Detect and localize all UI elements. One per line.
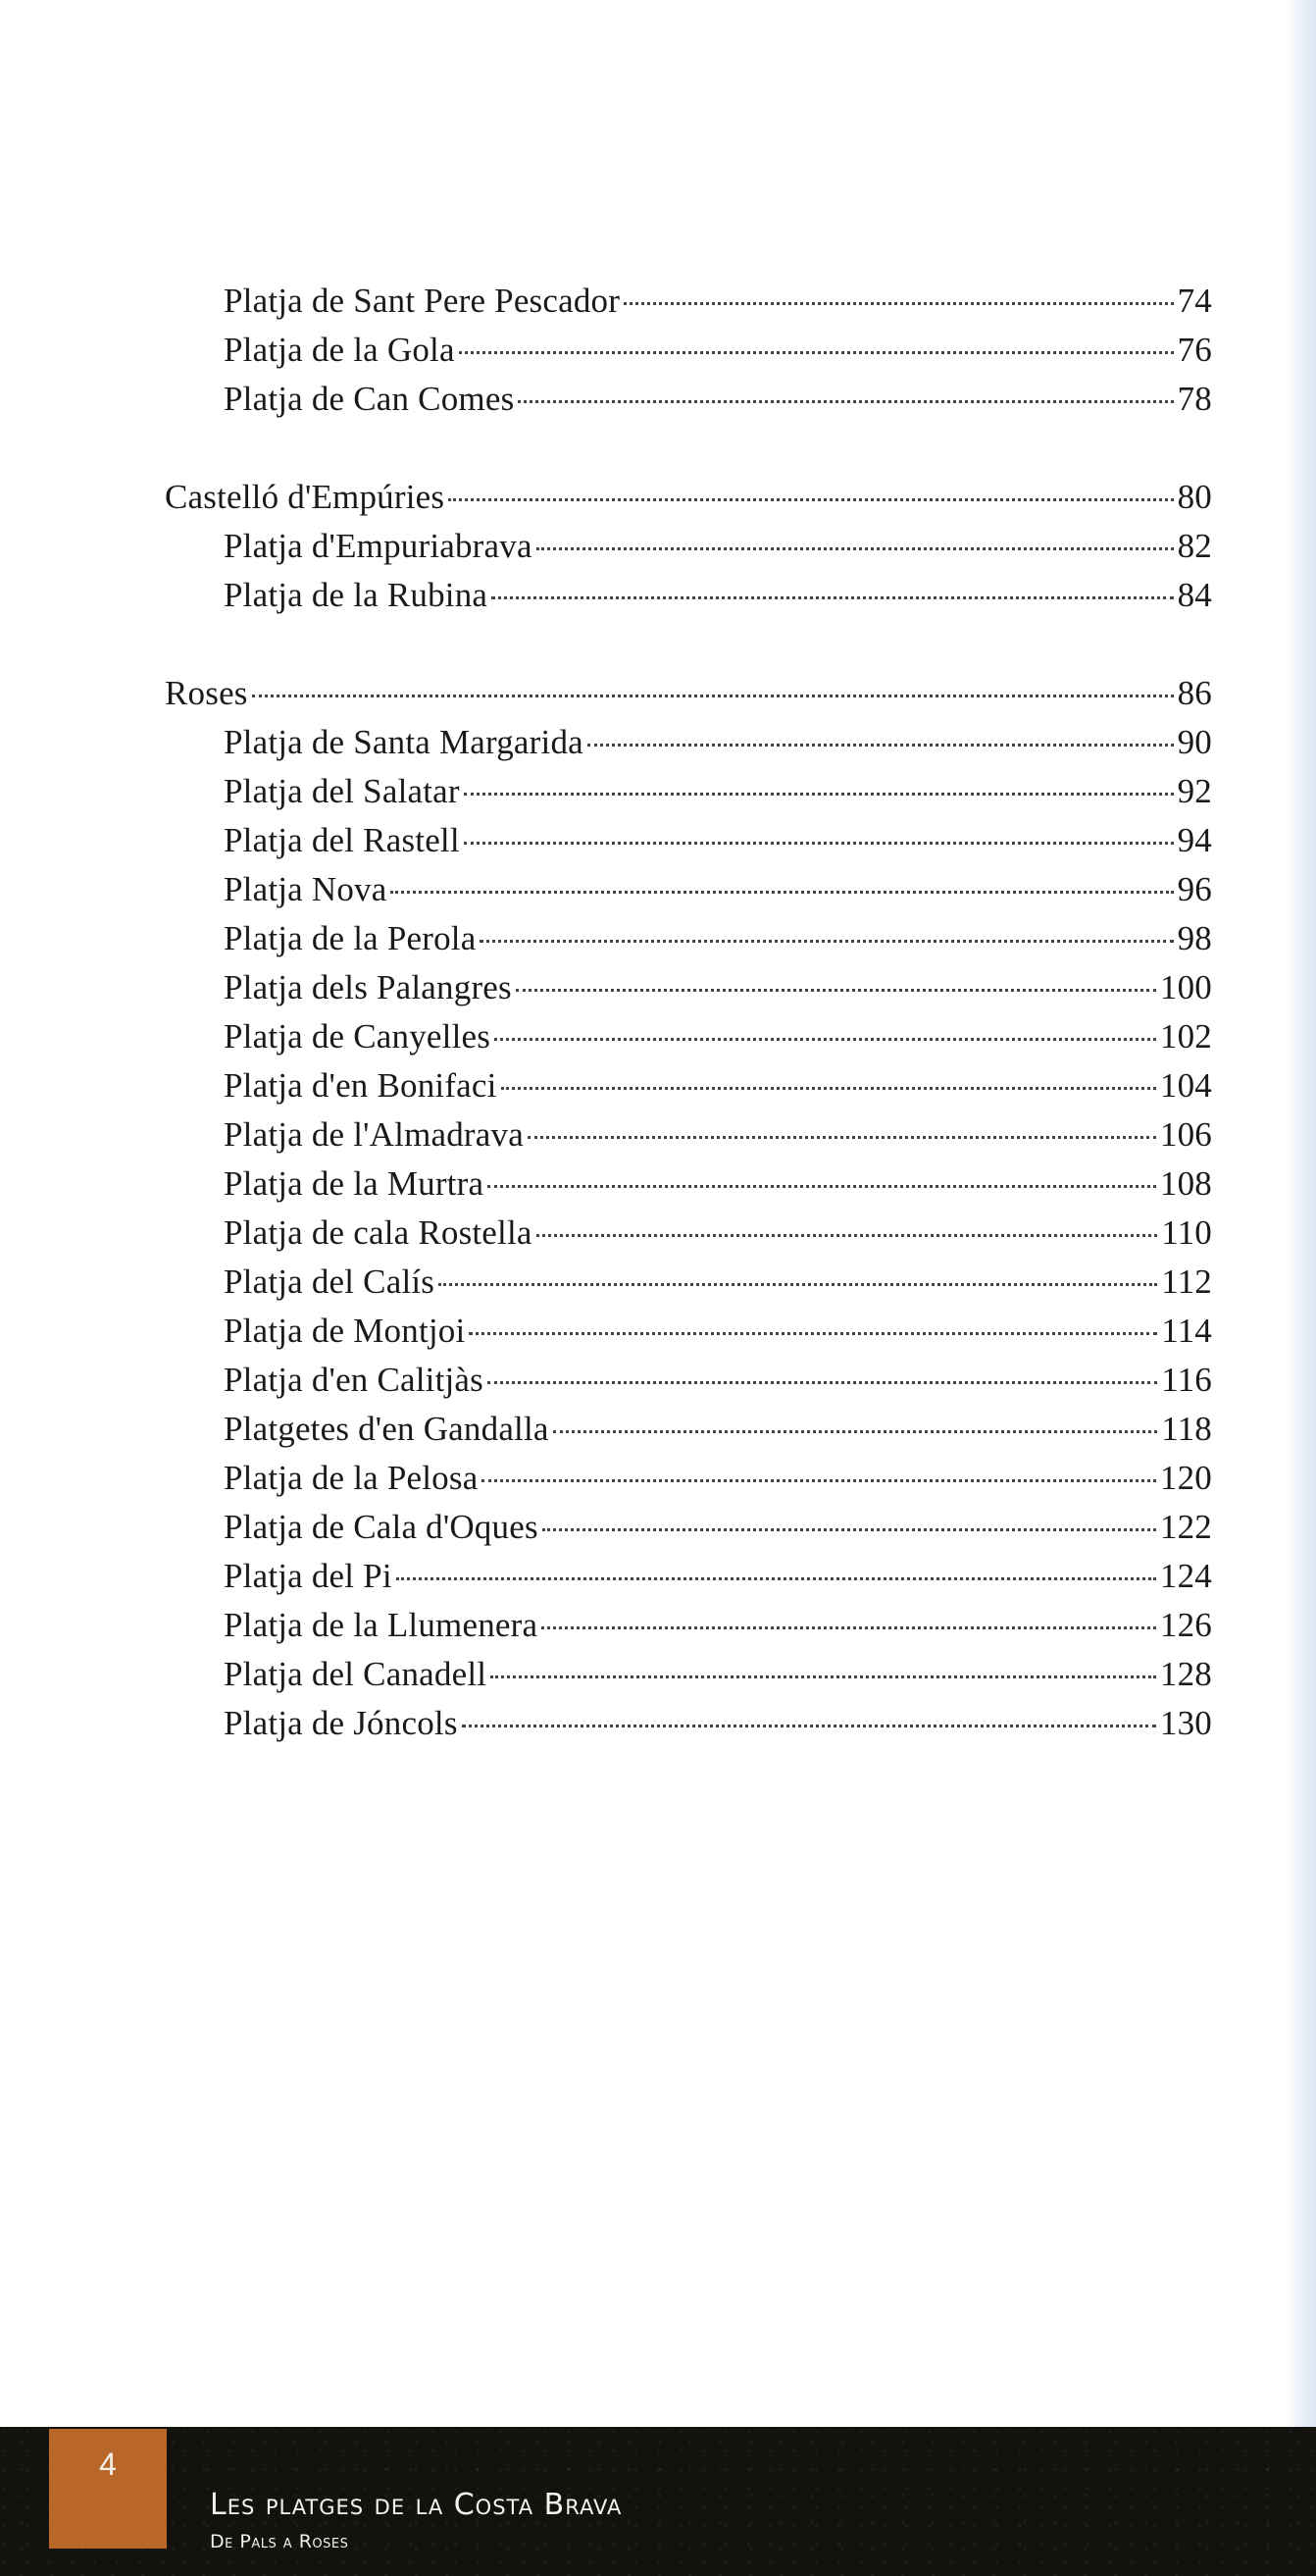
toc-entry[interactable] — [165, 522, 1212, 571]
toc-entry-label: Platja de l'Almadrava — [224, 1115, 524, 1154]
toc-entry-page: 108 — [1159, 1164, 1212, 1203]
toc-entry[interactable] — [165, 375, 1212, 424]
dot-leader — [459, 351, 1174, 354]
toc-entry-page: 122 — [1159, 1508, 1212, 1546]
toc-entry-label: Platja del Pi — [224, 1557, 392, 1595]
toc-entry-page: 106 — [1159, 1115, 1212, 1154]
toc-entry-page: 90 — [1177, 723, 1212, 761]
dot-leader — [438, 1283, 1157, 1286]
toc-entry[interactable] — [165, 1454, 1212, 1503]
toc-entry-page: 92 — [1177, 772, 1212, 810]
toc-entry-page: 116 — [1161, 1361, 1212, 1399]
toc-entry-label: Platja de la Pelosa — [224, 1459, 479, 1497]
toc-entry-label: Platja de Cala d'Oques — [224, 1508, 538, 1546]
dot-leader — [396, 1577, 1156, 1580]
toc-entry[interactable] — [165, 816, 1212, 865]
toc-entry[interactable] — [165, 963, 1212, 1012]
toc-entry-page: 112 — [1161, 1262, 1212, 1301]
toc-section-label: Castelló d'Empúries — [165, 478, 445, 516]
dot-leader — [252, 695, 1174, 697]
dot-leader — [587, 744, 1174, 747]
toc-entry-label: Platja de la Rubina — [224, 576, 488, 614]
dot-leader — [390, 891, 1173, 894]
toc-entry-page: 94 — [1177, 821, 1212, 859]
page-edge-shadow — [1287, 0, 1316, 2427]
dot-leader — [624, 302, 1173, 305]
toc-entry-label: Platja del Salatar — [224, 772, 460, 810]
toc-group-sant-pere-pescador — [165, 277, 1212, 424]
dot-leader — [553, 1430, 1158, 1433]
toc-entry[interactable] — [165, 767, 1212, 816]
toc-entry-label: Platja de Sant Pere Pescador — [224, 282, 621, 320]
toc-entry-label: Platja d'en Bonifaci — [224, 1066, 497, 1105]
toc-section-heading[interactable] — [165, 669, 1212, 718]
toc-entry[interactable] — [165, 1307, 1212, 1356]
dot-leader — [501, 1087, 1156, 1090]
toc-entry[interactable] — [165, 1209, 1212, 1258]
dot-leader — [518, 400, 1173, 403]
toc-entry-label: Platja Nova — [224, 870, 387, 908]
dot-leader — [494, 1038, 1156, 1041]
toc-section-heading[interactable] — [165, 473, 1212, 522]
toc-group-roses — [165, 669, 1212, 1748]
toc-entry[interactable] — [165, 718, 1212, 767]
dot-leader — [490, 1675, 1156, 1678]
dot-leader — [464, 842, 1174, 845]
dot-leader — [542, 1528, 1156, 1531]
toc-entry[interactable] — [165, 1356, 1212, 1405]
toc-entry-label: Platja de Jóncols — [224, 1704, 458, 1742]
toc-entry[interactable] — [165, 1405, 1212, 1454]
toc-entry[interactable] — [165, 1699, 1212, 1748]
toc-entry-label: Platja d'Empuriabrava — [224, 527, 532, 565]
toc-entry-label: Platja de Santa Margarida — [224, 723, 583, 761]
toc-entry-label: Platja del Calís — [224, 1262, 435, 1301]
toc-entry[interactable] — [165, 1110, 1212, 1159]
toc-entry-page: 100 — [1159, 968, 1212, 1006]
dot-leader — [464, 793, 1174, 796]
toc-entry[interactable] — [165, 1061, 1212, 1110]
dot-leader — [462, 1725, 1156, 1727]
toc-entry-page: 130 — [1159, 1704, 1212, 1742]
toc-entry[interactable] — [165, 1650, 1212, 1699]
toc-entry[interactable] — [165, 326, 1212, 375]
toc-entry-label: Platja de Canyelles — [224, 1017, 491, 1056]
toc-entry-page: 114 — [1161, 1312, 1212, 1350]
toc-entry-label: Platja dels Palangres — [224, 968, 512, 1006]
dot-leader — [536, 1234, 1158, 1237]
toc-entry-label: Platja de Montjoi — [224, 1312, 466, 1350]
toc-section-label: Roses — [165, 674, 248, 712]
toc-entry[interactable] — [165, 1012, 1212, 1061]
toc-entry[interactable] — [165, 1601, 1212, 1650]
toc-entry[interactable] — [165, 865, 1212, 914]
dot-leader — [481, 1479, 1155, 1482]
table-of-contents — [165, 277, 1212, 1797]
toc-entry-page: 76 — [1177, 331, 1212, 369]
toc-entry-label: Platja de Can Comes — [224, 380, 515, 418]
toc-group-castello-dempuries — [165, 473, 1212, 620]
toc-entry-label: Platja de cala Rostella — [224, 1213, 532, 1252]
toc-entry[interactable] — [165, 1159, 1212, 1209]
toc-entry-label: Platja de la Llumenera — [224, 1606, 538, 1644]
toc-entry[interactable] — [165, 277, 1212, 326]
publication-title: Les platges de la Costa Brava — [210, 2488, 623, 2522]
toc-entry-page: 110 — [1161, 1213, 1212, 1252]
toc-entry-page: 120 — [1159, 1459, 1212, 1497]
dot-leader — [528, 1136, 1156, 1139]
toc-entry-label: Platja de la Gola — [224, 331, 455, 369]
page-number-box — [49, 2429, 167, 2549]
toc-entry-page: 118 — [1161, 1410, 1212, 1448]
toc-entry[interactable] — [165, 1552, 1212, 1601]
toc-entry-page: 102 — [1159, 1017, 1212, 1056]
dot-leader — [448, 498, 1173, 501]
dot-leader — [541, 1626, 1156, 1629]
toc-entry-page: 124 — [1159, 1557, 1212, 1595]
toc-entry-label: Platja de la Murtra — [224, 1164, 484, 1203]
toc-entry[interactable] — [165, 1503, 1212, 1552]
toc-entry-page: 98 — [1177, 919, 1212, 957]
toc-entry-label: Platja de la Perola — [224, 919, 477, 957]
page-footer — [0, 2427, 1316, 2576]
toc-entry-label: Platja d'en Calitjàs — [224, 1361, 483, 1399]
toc-entry[interactable] — [165, 914, 1212, 963]
dot-leader — [480, 940, 1173, 943]
toc-section-page: 80 — [1177, 478, 1212, 516]
toc-entry-label: Platgetes d'en Gandalla — [224, 1410, 549, 1448]
toc-entry-page: 84 — [1177, 576, 1212, 614]
dot-leader — [469, 1332, 1157, 1335]
toc-section-page: 86 — [1177, 674, 1212, 712]
toc-entry[interactable] — [165, 571, 1212, 620]
dot-leader — [487, 1185, 1156, 1188]
toc-entry-label: Platja del Canadell — [224, 1655, 487, 1693]
toc-entry-page: 82 — [1177, 527, 1212, 565]
toc-entry-page: 126 — [1159, 1606, 1212, 1644]
toc-entry-page: 96 — [1177, 870, 1212, 908]
toc-entry-page: 128 — [1159, 1655, 1212, 1693]
dot-leader — [536, 547, 1174, 550]
dot-leader — [516, 989, 1156, 992]
toc-entry-page: 74 — [1177, 282, 1212, 320]
toc-entry-label: Platja del Rastell — [224, 821, 460, 859]
toc-entry[interactable] — [165, 1258, 1212, 1307]
toc-entry-page: 104 — [1159, 1066, 1212, 1105]
toc-entry-page: 78 — [1177, 380, 1212, 418]
publication-subtitle: De Pals a Roses — [210, 2531, 349, 2552]
page-number: 4 — [99, 2447, 117, 2482]
dot-leader — [487, 1381, 1157, 1384]
dot-leader — [491, 596, 1173, 599]
